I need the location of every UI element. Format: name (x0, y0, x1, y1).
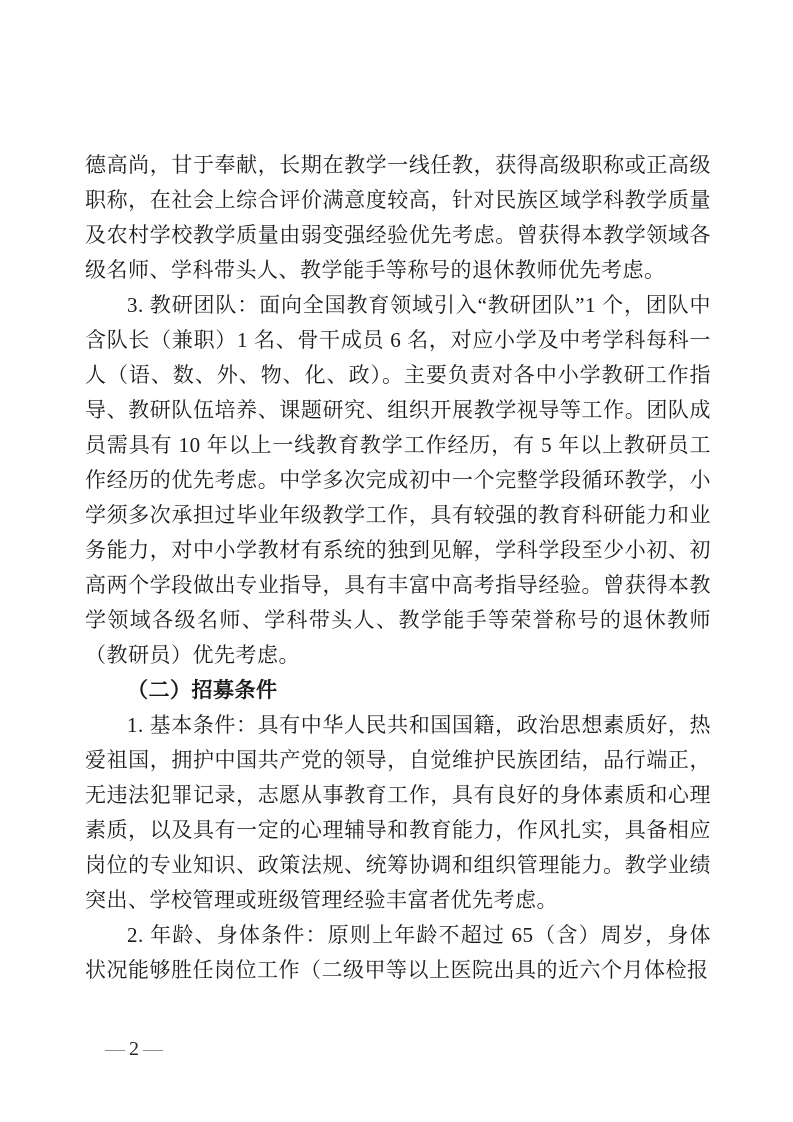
paragraph-research-team: 3. 教研团队：面向全国教育领域引入“教研团队”1 个，团队中含队长（兼职）1 名、骨干成员 6 名，对应小学及中考学科每科一人（语、数、外、物、化、政）。主要负责对各中小学教研工作指导、教研队伍培养、课题研究、组织开展教学视导等工作。团队成员需具有 10 年以上一线教育教学工作经历，有 5 年以上教研员工作经历的优先考虑。中学多次完成初中一个完整学段循环教学，小学须多次承担过毕业年级教学工作，具有较强的教育科研能力和业务能力，对中小学教材有系统的独到见解，学科学段至少小初、初高两个学段做出专业指导，具有丰富中高考指导经验。曾获得本教学领域各级名师、学科带头人、教学能手等荣誉称号的退休教师（教研员）优先考虑。 (85, 293, 711, 667)
page-number: 2 (129, 1038, 139, 1060)
document-body-text (85, 148, 711, 988)
section-heading-recruitment-conditions: （二）招募条件 (127, 678, 278, 702)
paragraph-basic-conditions: 1. 基本条件：具有中华人民共和国国籍，政治思想素质好，热爱祖国，拥护中国共产党的领导，自觉维护民族团结，品行端正，无违法犯罪记录，志愿从事教育工作，具有良好的身体素质和心理素质，以及具有一定的心理辅导和教育能力，作风扎实，具备相应岗位的专业知识、政策法规、统筹协调和组织管理能力。教学业绩突出、学校管理或班级管理经验丰富者优先考虑。 (85, 713, 711, 912)
paragraph-age-health-conditions: 2. 年龄、身体条件：原则上年龄不超过 65（含）周岁，身体状况能够胜任岗位工作（二级甲等以上医院出具的近六个月体检报 (85, 923, 711, 982)
footer-right-dash: — (143, 1038, 163, 1060)
footer-left-dash: — (105, 1038, 125, 1060)
paragraph-retired-teacher-priority: 德高尚，甘于奉献，长期在教学一线任教，获得高级职称或正高级职称，在社会上综合评价满意度较高，针对民族区域学科教学质量及农村学校教学质量由弱变强经验优先考虑。曾获得本教学领域各级名师、学科带头人、教学能手等称号的退休教师优先考虑。 (85, 153, 711, 282)
page-number-footer (101, 1036, 167, 1062)
